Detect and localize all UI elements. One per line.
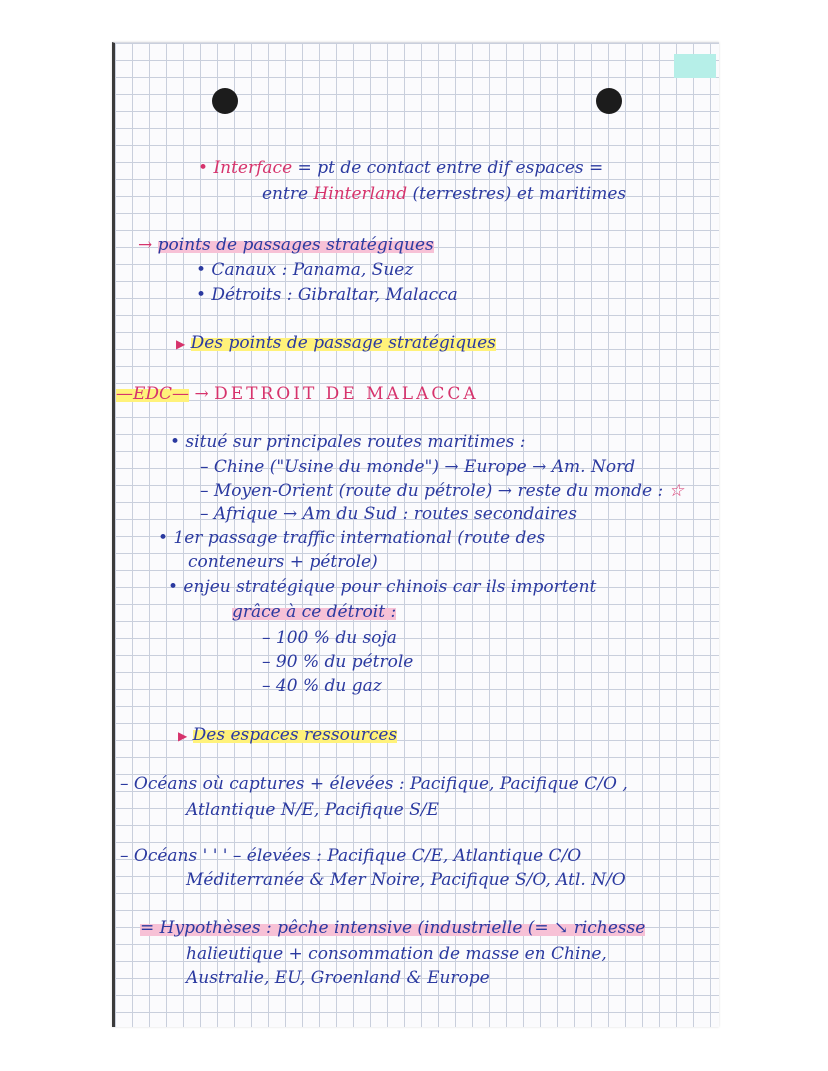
section-heading-passages — [176, 333, 496, 354]
import-petrole: – 90 % du pétrole — [262, 652, 414, 672]
edc-heading — [116, 384, 479, 404]
passages-heading — [138, 235, 434, 255]
passage-line-1: • 1er passage traffic international (route des — [158, 528, 546, 548]
interface-def2-post: (terrestres) et maritimes — [412, 184, 627, 204]
route-afrique: – Afrique → Am du Sud : routes secondaires — [200, 504, 577, 524]
hinterland-term: Hinterland — [313, 184, 408, 204]
interface-term: Interface — [213, 158, 293, 178]
passage-line-2: conteneurs + pétrole) — [188, 552, 378, 572]
hypotheses-text-1: = Hypothèses : pêche intensive (industrielle (= ↘ richesse — [140, 918, 646, 938]
triangle-bullet-icon: ▶ — [176, 337, 186, 351]
route-moyen-orient — [200, 481, 684, 501]
route-chine: – Chine ("Usine du monde") → Europe → Am. Nord — [200, 457, 636, 477]
section-heading-ressources — [178, 725, 397, 746]
edc-title: DETROIT DE MALACCA — [214, 384, 479, 404]
interface-line — [198, 158, 603, 178]
interface-definition: = pt de contact entre dif espaces = — [297, 158, 604, 178]
interface-def2-pre: entre — [262, 184, 309, 204]
section-title-ressources: Des espaces ressources — [192, 725, 398, 745]
edc-label: —EDC— — [116, 384, 190, 404]
oceans-line-2b: Méditerranée & Mer Noire, Pacifique S/O, Atl. N/O — [186, 870, 626, 890]
oceans-line-1b: Atlantique N/E, Pacifique S/E — [186, 800, 439, 820]
import-gaz: – 40 % du gaz — [262, 676, 382, 696]
punch-hole-left — [212, 88, 238, 114]
arrow-right-icon: → — [194, 384, 209, 404]
section-title-passages: Des points de passage stratégiques — [190, 333, 496, 353]
detroits-line: • Détroits : Gibraltar, Malacca — [196, 285, 458, 305]
import-soja: – 100 % du soja — [262, 628, 397, 648]
triangle-bullet-icon: ▶ — [178, 729, 188, 743]
page-tab-marker — [674, 54, 716, 78]
bullet-dot-icon: • — [198, 158, 209, 178]
oceans-line-1a: – Océans où captures + élevées : Pacifique, Pacifique C/O , — [120, 774, 628, 794]
punch-hole-right — [596, 88, 622, 114]
route-moyen-orient-text: – Moyen-Orient (route du pétrole) → reste du monde : — [200, 481, 664, 501]
enjeu-line-2-text: grâce à ce détroit : — [232, 602, 397, 622]
star-icon: ☆ — [668, 481, 684, 501]
canaux-line: • Canaux : Panama, Suez — [196, 260, 414, 280]
situe-line: • situé sur principales routes maritimes : — [170, 432, 526, 452]
hypotheses-line-1 — [140, 918, 645, 938]
oceans-line-2a: – Océans ' ' ' – élevées : Pacifique C/E, Atlantique C/O — [120, 846, 582, 866]
interface-line-2 — [262, 184, 626, 204]
passages-title: points de passages stratégiques — [157, 235, 434, 255]
hypotheses-line-3: Australie, EU, Groenland & Europe — [186, 968, 490, 988]
arrow-right-icon: → — [138, 235, 153, 255]
enjeu-line-1: • enjeu stratégique pour chinois car ils importent — [168, 577, 597, 597]
hypotheses-line-2: halieutique + consommation de masse en Chine, — [186, 944, 607, 964]
enjeu-line-2 — [232, 602, 396, 622]
